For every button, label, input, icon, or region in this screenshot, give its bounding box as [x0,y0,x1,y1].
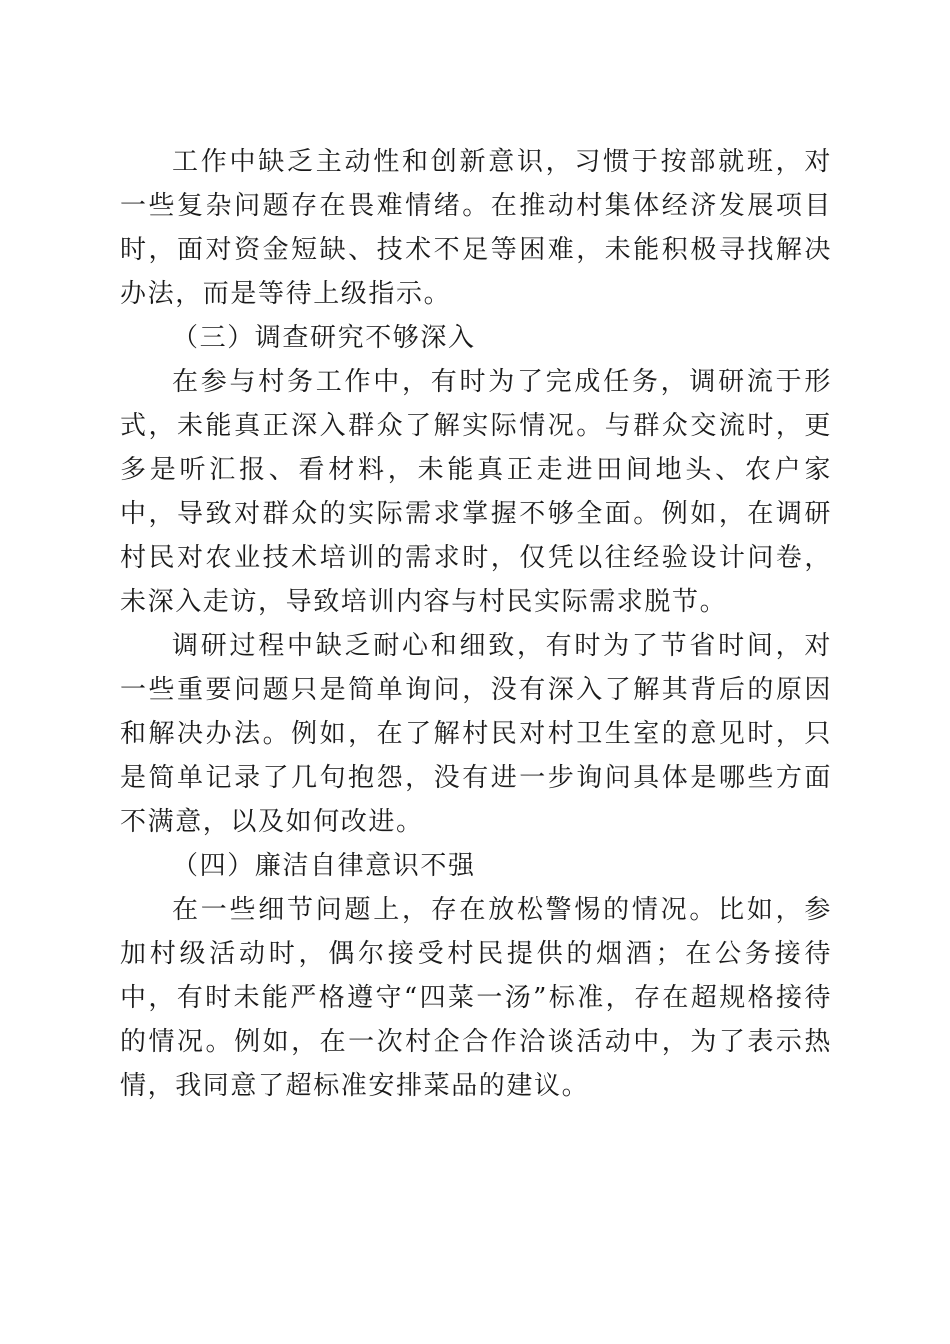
paragraph-initiative: 工作中缺乏主动性和创新意识，习惯于按部就班，对一些复杂问题存在畏难情绪。在推动村集体经济发展项目时，面对资金短缺、技术不足等困难，未能积极寻找解决办法，而是等待上级指示。 [120,147,832,309]
section-heading-4: （四）廉洁自律意识不强 [172,851,476,881]
section-heading-3: （三）调查研究不够深入 [172,323,476,353]
paragraph-research-patience: 调研过程中缺乏耐心和细致，有时为了节省时间，对一些重要问题只是简单询问，没有深入了解其背后的原因和解决办法。例如，在了解村民对村卫生室的意见时，只是简单记录了几句抱怨，没有进一步询问具体是哪些方面不满意，以及如何改进。 [120,631,832,837]
document-body [120,140,832,1108]
paragraph-integrity: 在一些细节问题上，存在放松警惕的情况。比如，参加村级活动时，偶尔接受村民提供的烟酒；在公务接待中，有时未能严格遵守“四菜一汤”标准，存在超规格接待的情况。例如，在一次村企合作洽谈活动中，为了表示热情，我同意了超标准安排菜品的建议。 [120,895,832,1101]
paragraph-research-form: 在参与村务工作中，有时为了完成任务，调研流于形式，未能真正深入群众了解实际情况。与群众交流时，更多是听汇报、看材料，未能真正走进田间地头、农户家中，导致对群众的实际需求掌握不够全面。例如，在调研村民对农业技术培训的需求时，仅凭以往经验设计问卷，未深入走访，导致培训内容与村民实际需求脱节。 [120,367,832,617]
